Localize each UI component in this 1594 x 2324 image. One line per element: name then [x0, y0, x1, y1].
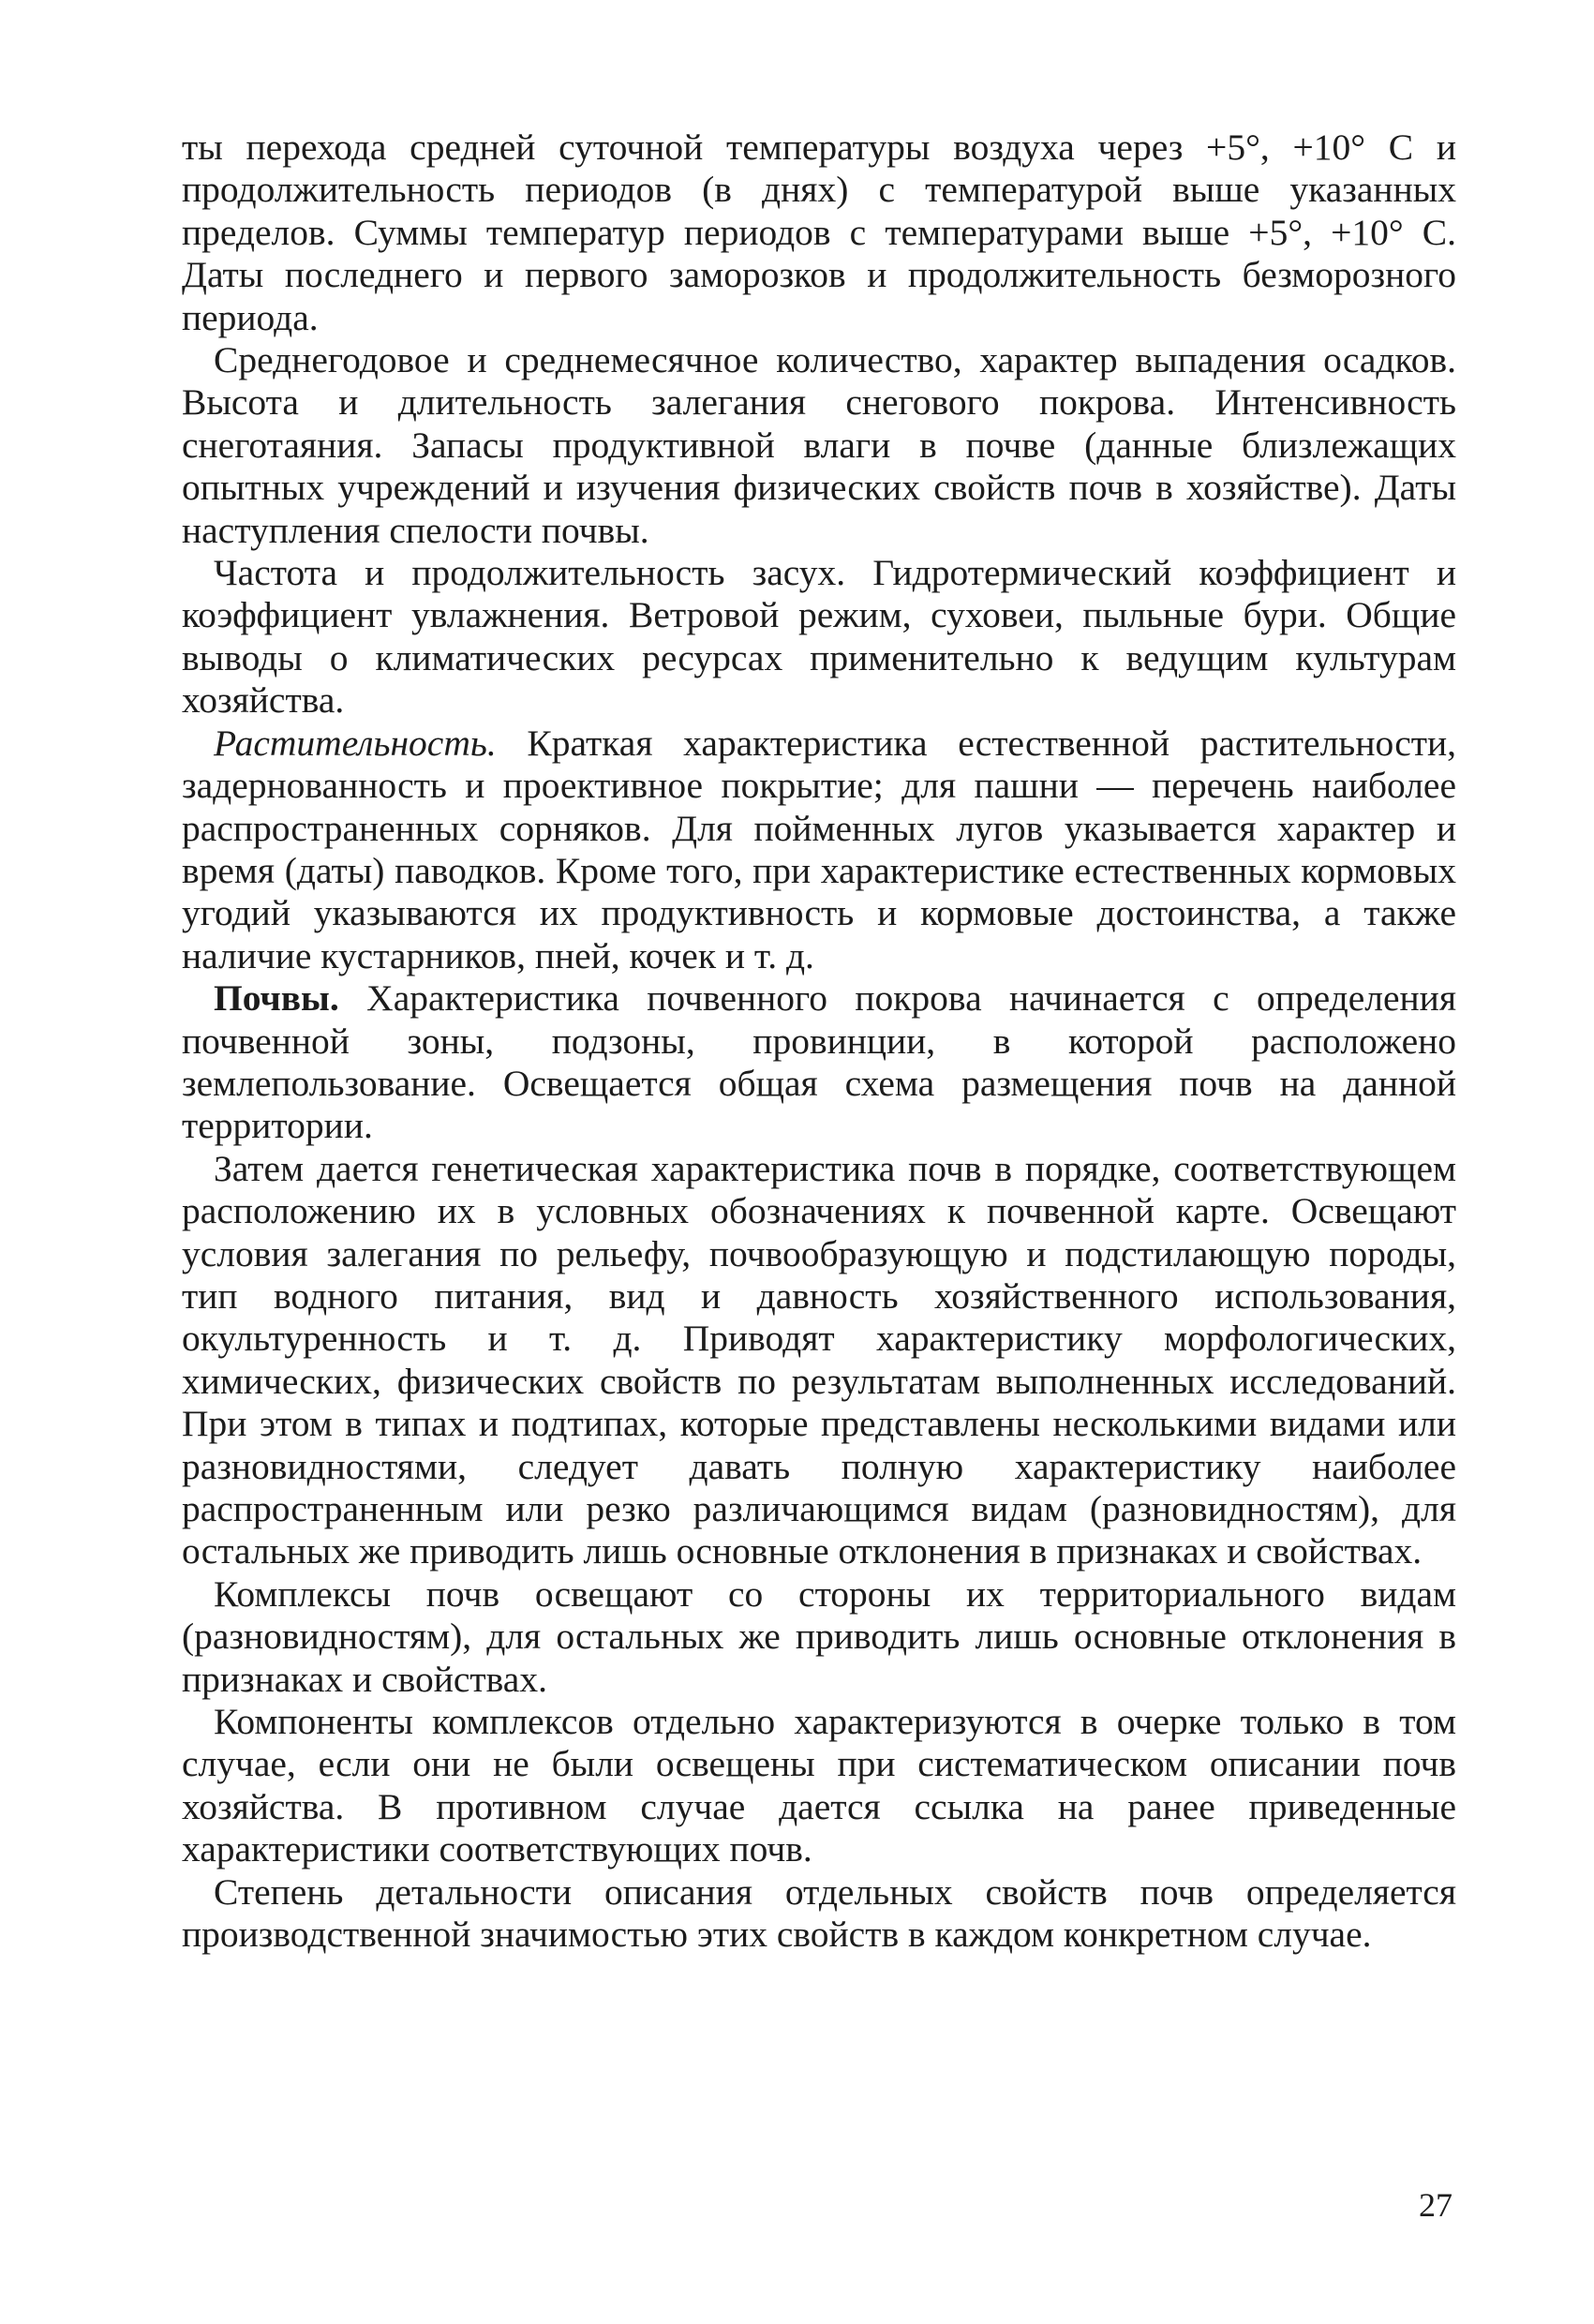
paragraph-soils	[182, 977, 1456, 1148]
paragraph-vegetation	[182, 723, 1456, 977]
paragraph-climate-temperature	[182, 127, 1456, 339]
paragraph-precipitation	[182, 339, 1456, 552]
section-heading-soils: Почвы.	[214, 977, 339, 1020]
paragraph-text: Среднегодовое и среднемесячное количество, характер выпадения осадков. Высота и длительность залегания снегового покрова. Интенсивность снеготаяния. Запасы продуктивной влаги в почве (данные близлежащих опытных учреждений и изучения физических свойств почв в хозяйстве). Даты наступления спелости почвы.	[182, 339, 1456, 551]
paragraph-text: ты перехода средней суточной температуры воздуха через +5°, +10° С и продолжительность периодов (в днях) с температурой выше указанных пределов. Суммы температур периодов с температурами выше +5°, +10° С. Даты последнего и первого заморозков и продолжительность безморозного периода.	[182, 127, 1456, 338]
paragraph-genetic-characteristics	[182, 1148, 1456, 1573]
paragraph-text: Степень детальности описания отдельных свойств почв определяется производственной значимостью этих свойств в каждом конкретном случае.	[182, 1870, 1456, 1956]
page-number: 27	[1419, 2186, 1452, 2224]
paragraph-soil-complexes	[182, 1573, 1456, 1701]
paragraph-complex-components	[182, 1701, 1456, 1871]
paragraph-text: Краткая характеристика естественной растительности, задернованность и проективное покрытие; для пашни — перечень наиболее распространенных сорняков. Для пойменных лугов указывается характер и время (даты) паводков. Кроме того, при характеристике естественных кормовых угодий указываются их продуктивность и кормовые достоинства, а также наличие кустарников, пней, кочек и т. д.	[182, 722, 1456, 976]
paragraph-droughts	[182, 552, 1456, 723]
paragraph-text: Затем дается генетическая характеристика почв в порядке, соответствующем расположению их в условных обозначениях к почвенной карте. Освещают условия залегания по рельефу, почвообразующую и подстилающую породы, тип водного питания, вид и давность хозяйственного использования, окультуренность и т. д. Приводят характеристику морфологических, химических, физических свойств по результатам выполненных исследований. При этом в типах и подтипах, которые представлены несколькими видами или разновидностями, следует давать полную характеристику наиболее распространенным или резко различающимся видам (разновидностям), для остальных же приводить лишь основные отклонения в признаках и свойствах.	[182, 1147, 1456, 1572]
paragraph-text: Частота и продолжительность засух. Гидротермический коэффициент и коэффициент увлажнения. Ветровой режим, суховеи, пыльные бури. Общие выводы о климатических ресурсах применительно к ведущим культурам хозяйства.	[182, 552, 1456, 722]
paragraph-detail-level	[182, 1871, 1456, 1957]
page-body	[182, 127, 1456, 1956]
paragraph-text: Комплексы почв освещают со стороны их территориального видам (разновидностям), для остальных же приводить лишь основные отклонения в признаках и свойствах.	[182, 1572, 1456, 1700]
section-heading-vegetation: Растительность.	[214, 722, 497, 764]
paragraph-text: Характеристика почвенного покрова начинается с определения почвенной зоны, подзоны, провинции, в которой расположено землепользование. Освещается общая схема размещения почв на данной территории.	[182, 977, 1456, 1147]
paragraph-text: Компоненты комплексов отдельно характеризуются в очерке только в том случае, если они не были освещены при систематическом описании почв хозяйства. В противном случае дается ссылка на ранее приведенные характеристики соответствующих почв.	[182, 1701, 1456, 1870]
